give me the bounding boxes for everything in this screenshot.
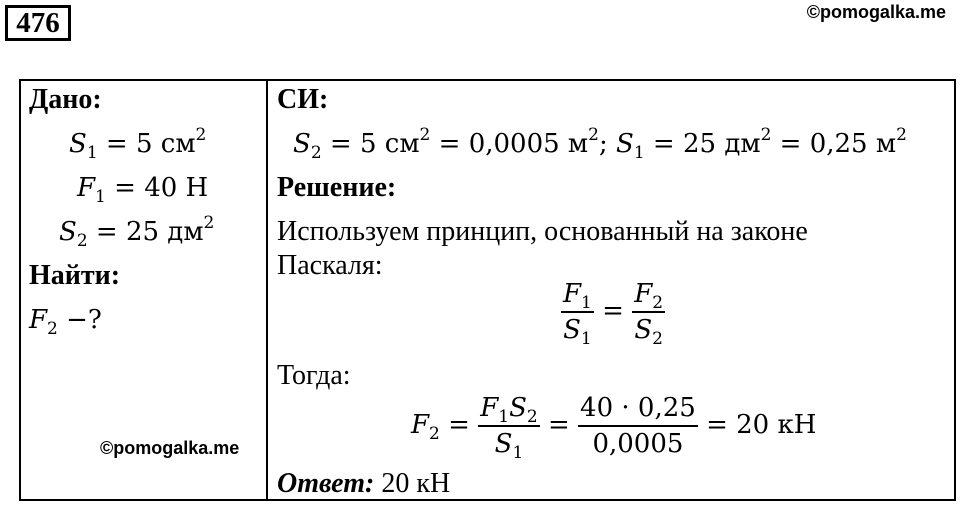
answer-value: 20 кН xyxy=(374,468,451,499)
watermark-bottom: ©pomogalka.me xyxy=(100,438,240,458)
solution-header: Решение: xyxy=(277,172,397,203)
answer-label: Ответ: xyxy=(277,468,375,499)
given-s1: $S_1 = 5$ $см^2$ xyxy=(69,125,207,163)
si-conversion-line: $S_2 = 5$ $см^2 = 0,0005$ $м^2$; $S_1 = 25$ $дм^2 = 0,25$ $м^2$ xyxy=(293,125,907,163)
answer-line xyxy=(277,467,450,501)
find-header: Найти: xyxy=(29,260,121,291)
solution-text-line2: Паскаля: xyxy=(277,250,383,281)
given-f1: $F_1 = 40$ Н xyxy=(77,173,209,207)
column-divider xyxy=(266,81,268,499)
then-label: Тогда: xyxy=(277,360,351,391)
watermark-top: ©pomogalka.me xyxy=(806,2,946,22)
calculation-equation: $F_2$ = $\frac{F_1S_2}{S_1}$ = $\frac{40 \cdot 0,25}{0,0005}$ = 20 кН xyxy=(411,393,817,463)
given-s2: $S_2 = 25$ $дм^2$ xyxy=(59,213,215,251)
given-header: Дано: xyxy=(29,84,102,115)
pascal-equation: $\frac{F_1}{S_1}$ = $\frac{F_2}{S_2}$ xyxy=(563,279,664,349)
solution-text-line1: Используем принцип, основанный на законе xyxy=(277,216,808,247)
fraction-f2-s2: $\frac{F_2}{S_2}$ xyxy=(634,279,664,349)
fraction-numeric: $\frac{40 \cdot 0,25}{0,0005}$ xyxy=(580,393,696,459)
fraction-f1-s1: $\frac{F_1}{S_1}$ xyxy=(563,279,592,349)
find-f2: $F_2$ −? xyxy=(29,305,102,339)
fraction-f1s2-s1: $\frac{F_1S_2}{S_1}$ xyxy=(480,393,538,463)
problem-number: 476 xyxy=(5,5,71,41)
si-header: СИ: xyxy=(277,84,329,115)
